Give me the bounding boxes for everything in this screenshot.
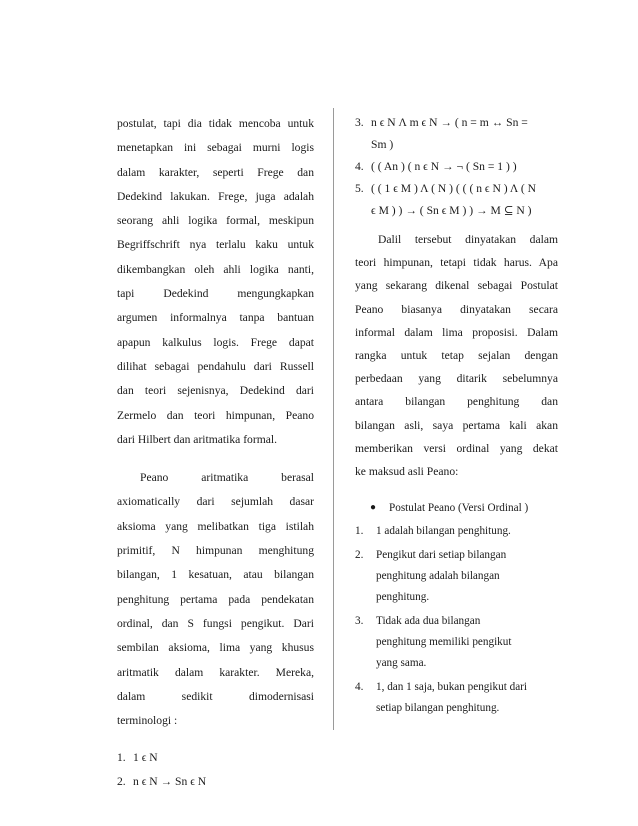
- text-line: primitif, N himpunan menghitung: [117, 544, 314, 558]
- text-line: penghitung pertama pada pendekatan: [117, 592, 314, 606]
- list-text-line: penghitung adalah bilangan: [376, 570, 500, 583]
- text-line: antara bilangan penghitung dan: [355, 395, 558, 409]
- paragraph-2: [117, 466, 314, 733]
- text-line: Begriffschrift nya terlalu kaku untuk: [117, 238, 314, 252]
- text-line: dan teori sejenisnya, Dedekind dari: [117, 384, 314, 398]
- list-text-line: penghitung memiliki pengikut: [376, 636, 512, 649]
- list-number: 2.: [355, 549, 364, 562]
- list-text-line: Tidak ada dua bilangan: [376, 615, 481, 628]
- left-column: [117, 112, 314, 793]
- list-text-line: 1, dan 1 saja, bukan pengikut dari: [376, 681, 527, 694]
- axiom-number: 1.: [117, 751, 126, 765]
- list-item: [355, 611, 558, 674]
- list-item: [355, 521, 558, 542]
- list-text: [376, 545, 558, 608]
- text-line: rangka untuk tetap sejalan dengan: [355, 349, 558, 363]
- text-line: terminologi :: [117, 714, 178, 728]
- text-line: Zermelo dan teori himpunan, Peano: [117, 408, 314, 422]
- text-line: apapun kalkulus logis. Frege dapat: [117, 335, 314, 349]
- axiom-list-left: [117, 747, 314, 793]
- list-number: 1.: [355, 525, 364, 538]
- bullet-heading: [370, 497, 558, 519]
- axiom-formula: n ϵ N → Sn ϵ N: [133, 775, 207, 789]
- axiom-number: 3.: [355, 116, 364, 129]
- axiom-item: [117, 747, 314, 769]
- text-line: teori himpunan, tetapi tidak harus. Apa: [355, 256, 558, 270]
- right-column: [355, 112, 558, 722]
- text-line: tapi Dedekind mengungkapkan: [117, 287, 314, 301]
- axiom-formula: ( ( 1 ϵ M ) Λ ( N ) ( ( ( n ϵ N ) Λ ( N: [371, 182, 537, 195]
- list-text-line: 1 adalah bilangan penghitung.: [376, 525, 511, 538]
- axiom-formula: ( ( An ) ( n ϵ N → ¬ ( Sn = 1 ) ): [371, 160, 517, 173]
- text-line: dalam sedikit dimodernisasi: [117, 689, 314, 703]
- text-line: informal dalam lima proposisi. Dalam: [355, 325, 558, 339]
- paragraph-gap: [117, 733, 314, 747]
- text-line: Peano aritmatika berasal: [140, 471, 314, 485]
- column-divider: [333, 108, 334, 730]
- paragraph-gap: [117, 452, 314, 466]
- list-text-line: setiap bilangan penghitung.: [376, 702, 500, 715]
- axiom-formula: n ϵ N Λ m ϵ N → ( n = m ↔ Sn =: [371, 116, 528, 129]
- text-line: postulat, tapi dia tidak mencoba untuk: [117, 117, 314, 130]
- text-line: Dedekind lakukan. Frege, juga adalah: [117, 189, 314, 203]
- text-line: aksioma yang melibatkan tiga istilah: [117, 519, 314, 533]
- axiom-item: [355, 178, 558, 200]
- text-line: axiomatically dari sejumlah dasar: [117, 495, 314, 509]
- axiom-item: [117, 771, 314, 793]
- text-line: aritmatik dalam karakter. Mereka,: [117, 665, 314, 679]
- list-text-line: Pengikut dari setiap bilangan: [376, 549, 507, 562]
- paragraph-1: [117, 112, 314, 452]
- text-line: dilihat sebagai pendahulu dari Russell: [117, 359, 314, 373]
- text-line: dari Hilbert dan aritmatika formal.: [117, 432, 277, 446]
- text-line: perbedaan yang ditarik sebelumnya: [355, 372, 558, 386]
- list-text: [376, 521, 558, 542]
- list-text: [376, 611, 558, 674]
- axiom-formula-continued: ϵ M ) ) → ( Sn ϵ M ) ) → M ⊆ N ): [371, 204, 532, 217]
- axiom-item: [355, 112, 558, 134]
- bullet-icon: ●: [370, 502, 377, 514]
- axiom-number: 2.: [117, 775, 126, 789]
- text-line: seorang ahli logika formal, meskipun: [117, 214, 314, 228]
- text-line: menetapkan ini sebagai murni logis: [117, 141, 314, 155]
- list-text: [376, 677, 558, 719]
- bullet-text: Postulat Peano (Versi Ordinal ): [389, 502, 529, 515]
- text-line: Dalil tersebut dinyatakan dalam: [378, 233, 558, 246]
- axiom-formula-continued: Sm ): [371, 138, 394, 151]
- axiom-item: [355, 156, 558, 178]
- list-item: [355, 545, 558, 608]
- text-line: memberikan versi ordinal yang dekat: [355, 441, 558, 455]
- text-line: Peano biasanya dinyatakan secara: [355, 302, 558, 316]
- axiom-formula: 1 ϵ N: [133, 751, 158, 765]
- paragraph-gap: [355, 483, 558, 497]
- list-text-line: yang sama.: [376, 657, 427, 670]
- paragraph-3: [355, 228, 558, 483]
- text-line: dikembangkan oleh ahli logika nanti,: [117, 262, 314, 276]
- axiom-number: 4.: [355, 160, 364, 173]
- text-line: ke maksud asli Peano:: [355, 465, 459, 479]
- list-number: 4.: [355, 681, 364, 694]
- text-line: bilangan, 1 kesatuan, atau bilangan: [117, 568, 314, 582]
- axiom-number: 5.: [355, 182, 364, 195]
- text-line: sembilan aksioma, lima yang khusus: [117, 641, 314, 655]
- text-line: yang sekarang dikenal sebagai Postulat: [355, 279, 558, 293]
- text-line: bilangan asli, saya pertama kali akan: [355, 418, 558, 432]
- text-line: dalam karakter, seperti Frege dan: [117, 165, 314, 179]
- list-item: [355, 677, 558, 719]
- list-text-line: penghitung.: [376, 591, 430, 604]
- postulate-list: [355, 521, 558, 719]
- axiom-list-right: [355, 112, 558, 222]
- text-line: ordinal, dan S fungsi pengikut. Dari: [117, 616, 314, 630]
- text-line: argumen informalnya tanpa bantuan: [117, 311, 314, 325]
- list-number: 3.: [355, 615, 364, 628]
